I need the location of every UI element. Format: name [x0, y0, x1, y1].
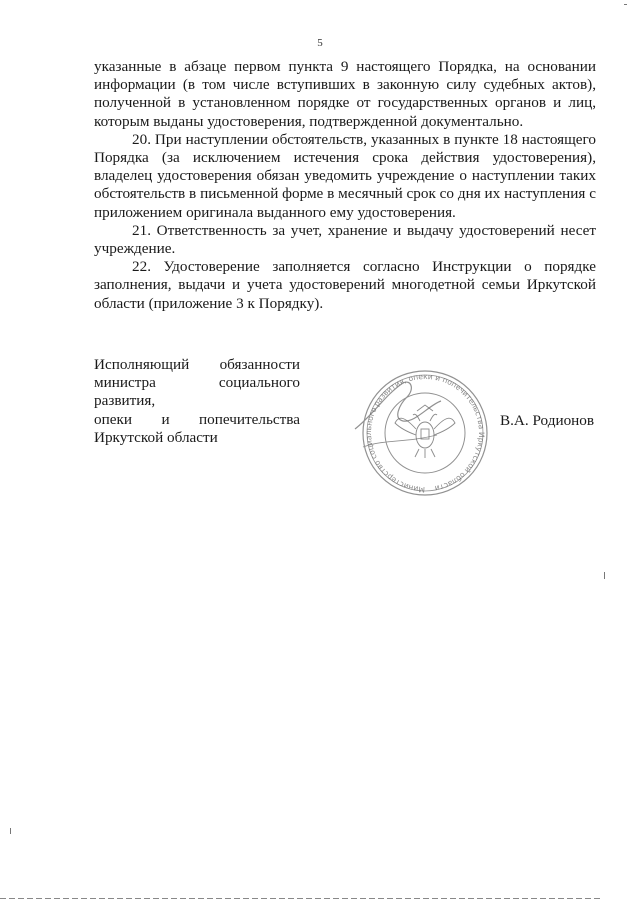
- signatory-line: министра социального развития,: [94, 374, 300, 410]
- signatory-title: [94, 356, 300, 447]
- signatory-line: Иркутской области: [94, 428, 218, 446]
- signatory-line: опеки и попечительства: [94, 410, 300, 428]
- scan-edge-line: [0, 898, 600, 899]
- document-body: [94, 58, 596, 313]
- svg-text:Министерство социального разви: [364, 372, 486, 494]
- scan-speck: [624, 4, 627, 5]
- paragraph-20: 20. При наступлении обстоятельств, указанных в пункте 18 настоящего Порядка (за исключением истечения срока действия удостоверения), владелец удостоверения обязан уведомить учреждение о наступлении таких обстоятельств в письменной форме в месячный срок со дня их наступления с приложением оригинала выданного ему удостоверения.: [94, 130, 596, 221]
- paragraph-22: 22. Удостоверение заполняется согласно Инструкции о порядке заполнения, выдачи и учета удостоверений многодетной семьи Иркутской области (приложение 3 к Порядку).: [94, 258, 596, 312]
- signer-name: В.А. Родионов: [500, 412, 595, 429]
- eagle-emblem-icon: [395, 405, 455, 458]
- official-seal-stamp: [345, 365, 505, 500]
- paragraph-21: 21. Ответственность за учет, хранение и выдачу удостоверений несет учреждение.: [94, 221, 596, 258]
- page-number: 5: [317, 37, 323, 49]
- paragraph-continuation: указанные в абзаце первом пункта 9 настоящего Порядка, на основании информации (в том числе вступивших в законную силу судебных актов), полученной в установленном порядке от государственных органов и лиц, которым выданы удостоверения, подтвержденной документально.: [94, 58, 596, 130]
- scan-speck: [10, 828, 11, 834]
- scan-speck: [604, 572, 605, 579]
- signatory-line: Исполняющий обязанности: [94, 356, 300, 373]
- seal-ring-text: Министерство социального развития, опеки и попечительства Иркутской области: [364, 371, 487, 495]
